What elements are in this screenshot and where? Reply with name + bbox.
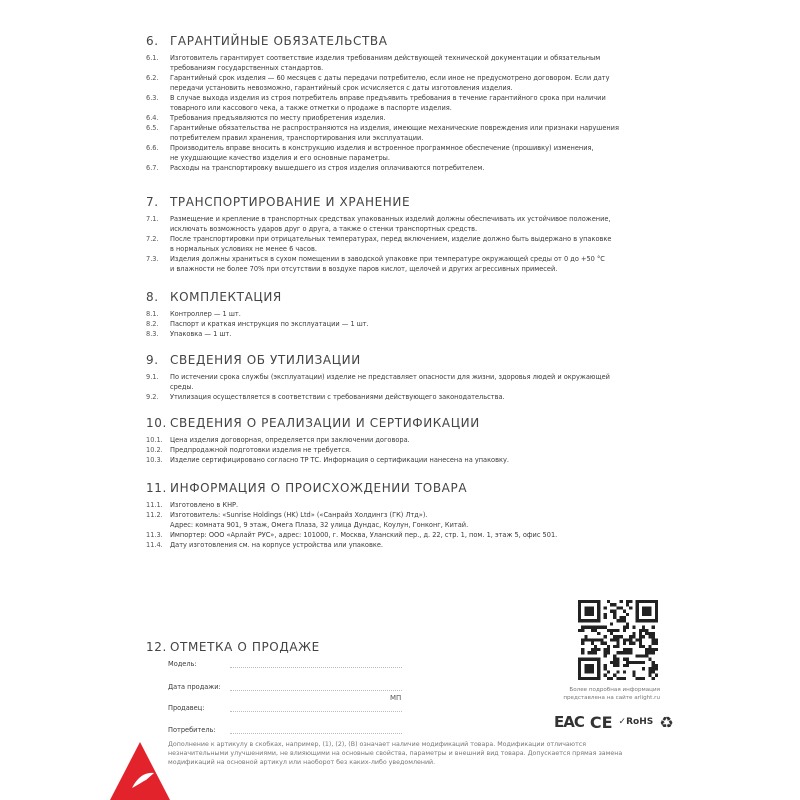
item-number: 11.2.: [146, 511, 163, 519]
list-item: [146, 530, 656, 540]
item-text-line: Изделие сертифицировано согласно ТР ТС. Информация о сертификации нанесена на упаковку.: [170, 456, 509, 464]
item-text-line: исключать возможность ударов друг о друга, а также о стенки транспортных средств.: [170, 225, 478, 233]
list-item: [146, 143, 656, 163]
item-number: 11.4.: [146, 541, 163, 549]
item-text-line: Дату изготовления см. на корпусе устройства или упаковке.: [170, 541, 383, 549]
item-text: [170, 113, 656, 123]
list-item: [146, 123, 656, 143]
item-number: 6.4.: [146, 114, 159, 122]
section-title: [146, 194, 656, 210]
rohs-label: RoHS: [626, 717, 654, 727]
item-text-line: Предпродажной подготовки изделия не требуется.: [170, 446, 352, 454]
item-text: [170, 214, 656, 234]
item-text: [170, 510, 656, 530]
item-text-line: Адрес: комната 901, 9 этаж, Омега Плаза, 32 улица Дундас, Коулун, Гонконг, Китай.: [170, 521, 469, 529]
list-item: [146, 435, 656, 445]
item-number: 11.1.: [146, 501, 163, 509]
list-item: [146, 319, 656, 329]
section-6: [146, 33, 656, 173]
section-title: [146, 289, 656, 305]
qr-code: [578, 600, 658, 680]
item-number: 7.1.: [146, 215, 159, 223]
item-text-line: Требования предъявляются по месту приобретения изделия.: [170, 114, 386, 122]
qr-note-line-2: представлена на сайте arlight.ru: [563, 695, 660, 701]
eac-mark-icon: EAC: [554, 713, 584, 731]
item-text-line: Размещение и крепление в транспортных средствах упакованных изделий должны обеспечивать их устойчивое положение,: [170, 215, 611, 223]
item-text-line: В случае выхода изделия из строя потребитель вправе предъявить требования в течение гарантийного срока при наличии: [170, 94, 606, 102]
list-item: [146, 392, 656, 402]
item-text-line: Паспорт и краткая инструкция по эксплуатации — 1 шт.: [170, 320, 369, 328]
item-text: [170, 329, 656, 339]
item-text: [170, 234, 656, 254]
item-text-line: в нормальных условиях не менее 6 часов.: [170, 245, 317, 253]
item-text-line: Гарантийный срок изделия — 60 месяцев с даты передачи потребителю, если иное не предусмотрено договором. Если дату: [170, 74, 610, 82]
ce-mark-icon: CE: [589, 712, 613, 732]
section-8: [146, 289, 656, 339]
item-text-line: Цена изделия договорная, определяется при заключении договора.: [170, 436, 410, 444]
item-text-line: передачи установить невозможно, гарантийный срок исчисляется с даты изготовления изделия.: [170, 84, 513, 92]
item-number: 7.2.: [146, 235, 159, 243]
section-9: [146, 352, 656, 402]
section-number: 10.: [146, 416, 167, 430]
footnote: [168, 740, 638, 767]
footnote-line-2: незначительными улучшениями, не влияющими на основные свойства, параметры и внешний вид товара. Допускается прямая замена: [168, 750, 623, 757]
item-text-line: По истечении срока службы (эксплуатации) изделие не представляет опасности для жизни, здоровья людей и окружающей: [170, 373, 610, 381]
section-title: [146, 33, 656, 49]
list-item: [146, 372, 656, 392]
item-number: 8.3.: [146, 330, 159, 338]
item-number: 6.6.: [146, 144, 159, 152]
item-number: 7.3.: [146, 255, 159, 263]
footnote-line-1: Дополнение к артикулу в скобках, например, (1), (2), (B) означает наличие модификаций товара. Модификации отличаются: [168, 741, 587, 748]
list-item: [146, 113, 656, 123]
section-11: [146, 480, 656, 550]
certification-marks: [554, 710, 674, 734]
item-number: 10.1.: [146, 436, 163, 444]
item-number: 8.2.: [146, 320, 159, 328]
section-number: 6.: [146, 34, 159, 48]
item-text: [170, 93, 656, 113]
field-seller-label: Продавец:: [168, 704, 205, 712]
field-model-label: Модель:: [168, 660, 197, 668]
item-text-line: Импортер: ООО «Арлайт РУС», адрес: 101000, г. Москва, Уланский пер., д. 22, стр. 1, пом. 1, этаж 5, офис 501.: [170, 531, 558, 539]
item-number: 10.2.: [146, 446, 163, 454]
item-text-line: Расходы на транспортировку вышедшего из строя изделия оплачиваются потребителем.: [170, 164, 485, 172]
item-text: [170, 530, 656, 540]
item-text-line: Гарантийные обязательства не распространяются на изделия, имеющие механические повреждения или признаки нарушения: [170, 124, 619, 132]
sale-section-number: 12.: [146, 640, 167, 654]
list-item: [146, 540, 656, 550]
field-sale-date-label: Дата продажи:: [168, 683, 221, 691]
recycle-icon: ♻: [659, 712, 674, 732]
qr-note-line-1: Более подробная информация: [569, 687, 660, 693]
section-heading: КОМПЛЕКТАЦИЯ: [170, 290, 282, 304]
item-text-line: и влажности не более 70% при отсутствии в воздухе паров кислот, щелочей и других агрессивных примесей.: [170, 265, 558, 273]
item-number: 9.2.: [146, 393, 159, 401]
list-item: [146, 234, 656, 254]
list-item: [146, 309, 656, 319]
section-heading: СВЕДЕНИЯ ОБ УТИЛИЗАЦИИ: [170, 353, 361, 367]
item-text-line: Утилизация осуществляется в соответствии с требованиями действующего законодательства.: [170, 393, 505, 401]
item-number: 9.1.: [146, 373, 159, 381]
item-number: 6.7.: [146, 164, 159, 172]
item-text-line: Упаковка — 1 шт.: [170, 330, 232, 338]
item-number: 10.3.: [146, 456, 163, 464]
section-title: [146, 415, 656, 431]
item-text: [170, 73, 656, 93]
list-item: [146, 254, 656, 274]
item-text: [170, 143, 656, 163]
section-heading: СВЕДЕНИЯ О РЕАЛИЗАЦИИ И СЕРТИФИКАЦИИ: [170, 416, 480, 430]
list-item: [146, 455, 656, 465]
item-text-line: Изготовитель гарантирует соответствие изделия требованиям действующей технической документации и обязательным: [170, 54, 601, 62]
section-7: [146, 194, 656, 274]
sale-section-heading: ОТМЕТКА О ПРОДАЖЕ: [170, 640, 320, 654]
item-text: [170, 540, 656, 550]
item-text-line: потребителем правил хранения, транспортирования или эксплуатации.: [170, 134, 424, 142]
item-text: [170, 123, 656, 143]
item-text: [170, 309, 656, 319]
stamp-place-label: МП: [390, 694, 402, 702]
section-number: 8.: [146, 290, 159, 304]
item-text-line: Производитель вправе вносить в конструкцию изделия и встроенное программное обеспечение (прошивку) изменения,: [170, 144, 594, 152]
rohs-mark-icon: ✓RoHS: [618, 717, 654, 727]
section-number: 7.: [146, 195, 159, 209]
item-number: 8.1.: [146, 310, 159, 318]
item-number: 11.3.: [146, 531, 163, 539]
list-item: [146, 500, 656, 510]
item-text: [170, 372, 656, 392]
item-text-line: требованиям государственных стандартов.: [170, 64, 324, 72]
list-item: [146, 73, 656, 93]
section-title: [146, 480, 656, 496]
item-text-line: товарного или кассового чека, а также отметки о продаже в паспорте изделия.: [170, 104, 452, 112]
list-item: [146, 163, 656, 173]
list-item: [146, 93, 656, 113]
item-text: [170, 445, 656, 455]
list-item: [146, 53, 656, 73]
section-heading: ИНФОРМАЦИЯ О ПРОИСХОЖДЕНИИ ТОВАРА: [170, 481, 468, 495]
item-text-line: среды.: [170, 383, 194, 391]
item-number: 6.1.: [146, 54, 159, 62]
field-consumer-line[interactable]: [230, 733, 402, 734]
item-text-line: Изготовитель: «Sunrise Holdings (HK) Ltd» («Санрайз Холдингз (ГК) Лтд»).: [170, 511, 428, 519]
section-10: [146, 415, 656, 465]
item-text: [170, 455, 656, 465]
item-text: [170, 435, 656, 445]
item-text-line: После транспортировки при отрицательных температурах, перед включением, изделие должно быть выдержано в упаковке: [170, 235, 612, 243]
item-text: [170, 500, 656, 510]
list-item: [146, 214, 656, 234]
item-text: [170, 392, 656, 402]
item-number: 6.2.: [146, 74, 159, 82]
qr-note: [554, 686, 660, 702]
section-number: 9.: [146, 353, 159, 367]
section-heading: ГАРАНТИЙНЫЕ ОБЯЗАТЕЛЬСТВА: [170, 34, 388, 48]
field-model-line[interactable]: [230, 667, 402, 668]
item-text-line: Изготовлено в КНР.: [170, 501, 239, 509]
item-text: [170, 163, 656, 173]
item-text-line: Изделия должны храниться в сухом помещении в заводской упаковке при температуре окружающей среды от 0 до +50 °C: [170, 255, 605, 263]
item-number: 6.3.: [146, 94, 159, 102]
item-text-line: Контроллер — 1 шт.: [170, 310, 241, 318]
field-sale-date-line[interactable]: [230, 690, 402, 691]
field-consumer-label: Потребитель:: [168, 726, 216, 734]
item-number: 6.5.: [146, 124, 159, 132]
list-item: [146, 445, 656, 455]
list-item: [146, 510, 656, 530]
section-number: 11.: [146, 481, 167, 495]
section-heading: ТРАНСПОРТИРОВАНИЕ И ХРАНЕНИЕ: [170, 195, 411, 209]
brand-corner-icon: [110, 742, 170, 800]
footnote-line-3: модификаций на основной артикул или наоборот без каких-либо уведомлений.: [168, 759, 436, 766]
section-title: [146, 352, 656, 368]
item-text-line: не ухудшающие качество изделия и его основные параметры.: [170, 154, 390, 162]
item-text: [170, 53, 656, 73]
sale-section-title: [146, 640, 320, 654]
list-item: [146, 329, 656, 339]
item-text: [170, 254, 656, 274]
item-text: [170, 319, 656, 329]
field-seller-line[interactable]: [230, 711, 402, 712]
